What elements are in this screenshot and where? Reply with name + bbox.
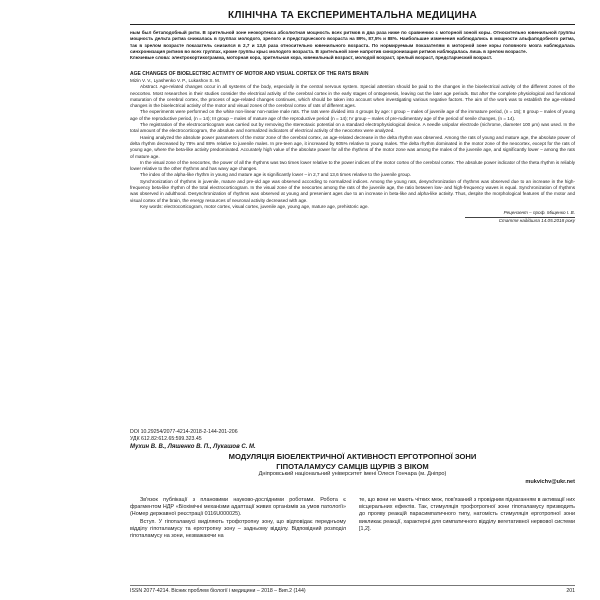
en-paragraph: Synchronization of rhythms in juvenile, mature and pre-old age was observed according to normalized indices. Among the young rats, desynchronization of rhythms was observed due to an increase in the high-frequency beta-like rhythm of the total electrocorticogram. In the visual zone of the neocortex among the rats of the juvenile age, the ratio between low- and high-frequency waves is equal. Synchronization of rhythms was observed in adulthood. Desynchronization of rhythms was observed at young and presenient ages due to an increase in beta-like and alpha-like activity. Thus, despite the morphological features of the motor and visual cortex of the brain, the energy resources of neuronal activity decreased with age. bbox=[130, 178, 575, 203]
en-paragraph: The index of the alpha-like rhythm in young and mature age is significantly lower – in 2,7 and 13,6 times relative to the juvenile group. bbox=[140, 172, 411, 178]
ua-authors: Мухин В. В., Ляшенко В. П., Лукашов С. М. bbox=[130, 444, 256, 450]
received-note: Стаття надійшла 14.05.2018 року bbox=[498, 218, 575, 224]
affiliation: Дніпровський національний університет імені Олеся Гончара (м. Дніпро) bbox=[258, 471, 447, 477]
contact-email: mukvichv@ukr.net bbox=[525, 478, 575, 485]
footer-divider bbox=[130, 585, 575, 586]
ua-title-line-1: МОДУЛЯЦІЯ БІОЕЛЕКТРИЧНОЇ АКТИВНОСТІ ЕРГОТРОПНОЇ ЗОНИ bbox=[228, 452, 477, 461]
udk-code: УДК 612.82:612.65:599.323.45 bbox=[130, 436, 202, 442]
left-column bbox=[130, 497, 346, 540]
two-column-text bbox=[130, 497, 575, 540]
page-number: 201 bbox=[566, 588, 575, 594]
article-body bbox=[130, 30, 575, 224]
article-meta bbox=[130, 429, 575, 486]
ua-title-line-2: ГІПОТАЛАМУСУ САМЦІВ ЩУРІВ З ВІКОМ bbox=[276, 461, 429, 471]
doi: DOI 10.29254/2077-4214-2018-2-144-201-206 bbox=[130, 429, 238, 435]
en-paragraph: In the visual zone of the neocortex, the power of all the rhythms was two times lower relative to the power indices of the motor cortex of the cerebral cortex. The absolute power indicator of the theta rhythm is reliably lower relative to the other rhythms and has wavy age changes. bbox=[130, 159, 576, 172]
column-paragraph: Вступ. У гіпоталамусі виділяють трофотропну зону, що відповідає переднъому відділу гіпоталамусу та ерготропну зону – задньому відділу. Відповідний розподіл гіпоталамусу на зони, незважаючи на bbox=[130, 518, 346, 540]
en-paragraph: Abstract. Age-related changes occur in all systems of the body, especially in the central nervous system. Special attention should be paid to the changes in the bioelectrical activity of the different zones of the neocortex. Most researches in their studies consider the electrical activity of the cerebral cortex in the early stages of ontogenesis, leaving out the later age periods. But after the complete physiological and functional maturation of the cerebral cortex, the process of age-related changes continues, which should be taken into account when investigating various negative factors. The aim of the work was to establish the age-related changes in the bioelectrical activity of the motor and visual zones of the cerebral cortex of rats of different ages. bbox=[130, 84, 575, 109]
running-header: КЛІНІЧНА ТА ЕКСПЕРИМЕНТАЛЬНА МЕДИЦИНА bbox=[227, 10, 478, 21]
en-paragraph: The experiments were performed on the white non-linear non-native male rats. The rats were divided into 4 groups by age: I group – males of juvenile age of the immature period, (n = 15); II group – males of young age of the reproductive period, (n = 14); III group – males of mature age of the reproductive period (n = 14); IV group – males of pre-rudimentary age of the period of senile changes, (n = 14). bbox=[130, 109, 575, 121]
ru-keywords: Ключевые слова: электрокортикограмма, моторная кора, зрительная кора, ювенильный возраст, молодой возраст, зрелый возраст, предстарческий возраст. bbox=[130, 55, 493, 61]
en-keywords: Key words: electrocorticogram, motor cortex, visual cortex, juvenile age, young age, mature age, prehistoric age. bbox=[140, 203, 369, 209]
column-paragraph: те, що вони не мають чітких меж, пов'язаний з провідним піднаганням в активації них вісцеральних ефектів. Так, стимуляція трофотропної зони гіпоталамусу призводить до прояву реакцій парасимпатичного типу, натомість стимуляція ерготропної зони викликає реакції, характерні для симпатичного відділу вегетативної нервової системи [1,2]. bbox=[359, 497, 575, 532]
reviewer-note: Рецензент – проф. Міщенко І. В. bbox=[503, 210, 575, 216]
en-authors: Mizin V. V., Lyashenko V. P., Lukashov S. M. bbox=[130, 77, 221, 83]
en-paragraph: The registration of the electrocorticogram was carried out by removing the stereotaxic potential on a standard electrophysiological device. A needle unipolar electrode (nichrome, diameter 100 μm) was used. In the total amount of the electrocorticogram, the absolute and normalized indicators of electrical activity of the neocortex were analyzed. bbox=[130, 122, 575, 134]
column-paragraph: Зв'язок публікації з плановими науково-дослідними роботами. Робота є фрагментом НДР «Біохімічні механізми адаптації живих організмів за умов патології» (Номер державної реєстрації 0116U000025). bbox=[130, 497, 346, 518]
header-divider bbox=[130, 24, 575, 25]
en-paragraph: Having analyzed the absolute power parameters of the motor zone of the cerebral cortex, an age-related decrease in the delta rhythm was observed. Among the rats of young and mature age, the absolute power of delta rhythm decreased by 78% and 88% relative to juvenile males. In pre-teen age, it increased by 605% relative to young males. The delta rhythm dominated in the motor zone of the neocortex, except for the rats of young age, where the beta-like activity predominated. Accurately high value of the absolute power for all the rhythms of the motor zone was among the males of the juvenile age, and significantly lower – among the rats of mature age. bbox=[130, 134, 575, 159]
ru-abstract-text: ным был бетаподобный ритм. В зрительной зоне неокортекса абсолютная мощность всех ритмов в два раза ниже по сравнению с моторной зоной коры. Относительно ювенильной группы мощность дельта ритма снижалась в группах молодого, зрелого и предстарческого возраста на 89%, 87,5% и 88%. Наибольшие изменения наблюдались в мощности альфаподобного ритма, так в зрелом возрасте показатель снизился в 2,7 и 13,6 раза относительно ювенильного возраста. По нормируемым показателям в моторной зоне коры головного мозга наблюдалась синхронизация ритмов во всех группах, кроме группы крыс молодого возраста. В зрительной зоне напротив синхронизация ритмов наблюдалась лишь в зрелом возрасте. bbox=[130, 30, 575, 54]
right-column bbox=[359, 497, 575, 540]
page-footer bbox=[130, 588, 575, 594]
journal-issn: ISSN 2077-4214. Вісник проблем біології і медицини – 2018 – Вип.2 (144) bbox=[130, 588, 306, 594]
en-title: AGE CHANGES OF BIOELECTRIC ACTIVITY OF MOTOR AND VISUAL CORTEX OF THE RATS BRAIN bbox=[130, 71, 369, 78]
